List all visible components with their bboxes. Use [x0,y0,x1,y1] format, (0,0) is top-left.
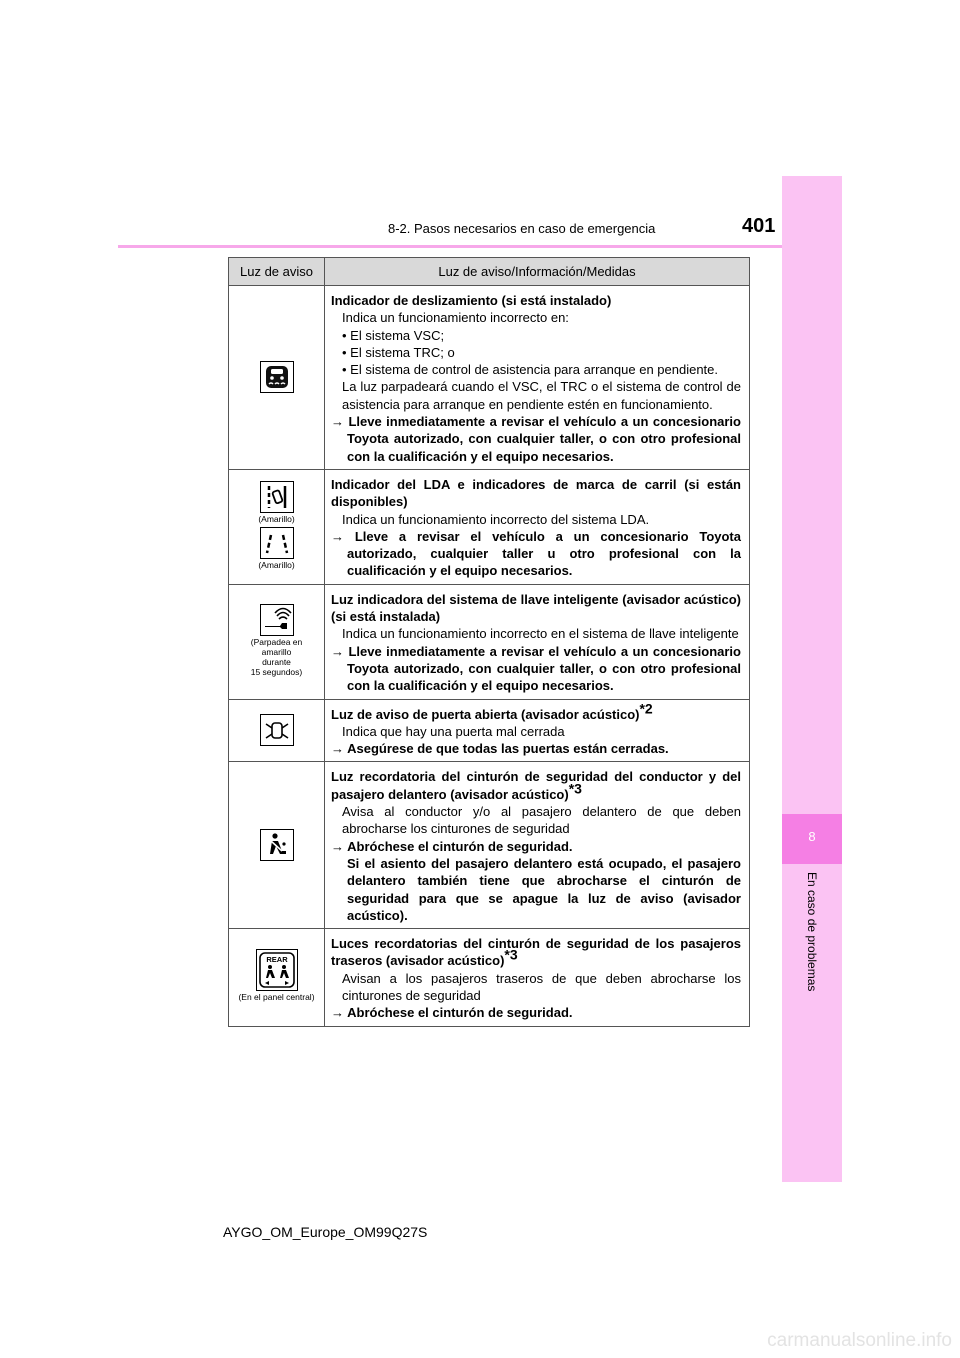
list-item: • El sistema TRC; o [342,344,455,360]
row-action: → Abróchese el cinturón de seguridad. [331,838,573,854]
footnote-mark: *3 [504,947,518,964]
icon-cell [229,469,325,584]
door-open-icon [260,714,294,746]
row-action-detail: Si el asiento del pasajero delantero está ocupado, el pasajero delantero también tiene que abrocharse el cinturón de seguridad para que se apague la luz de aviso (avisador acústico). [347,855,741,923]
row-title: Indicador del LDA e indicadores de marca de carril (si están disponibles) [331,476,741,510]
row-intro: Avisa al conductor y/o al pasajero delantero de que deben abrocharse los cinturones de seguridad [342,804,741,837]
table-header-row [229,258,750,286]
page-number: 401 [742,215,776,237]
row-action: → Lleve inmediatamente a revisar el vehículo a un concesionario Toyota autorizado, con cualquier taller, o con otro profesional con la cualificación y el equipo necesarios. [331,643,741,694]
list-item: • El sistema VSC; [342,327,445,343]
row-action: → Lleve a revisar el vehículo a un concesionario Toyota autorizado, cualquier taller u otro profesional con la cualificación y el equipo necesarios. [331,528,741,579]
description-cell [325,699,750,762]
row-intro: Indica que hay una puerta mal cerrada [342,723,565,739]
icon-cell [229,584,325,699]
column-header: Luz de aviso [229,258,325,286]
icon-caption: (Amarillo) [258,559,295,570]
row-title: Luz recordatoria del cinturón de seguridad del conductor y del pasajero delantero (avisador acústico)$^{*3}$ [331,769,741,802]
icon-cell [229,699,325,762]
list-item: • El sistema de control de asistencia para arranque en pendiente. [342,362,719,378]
column-header: Luz de aviso/Información/Medidas [325,258,750,286]
watermark: carmanualsonline.info [767,1330,952,1351]
description-cell [325,929,750,1026]
smart-key-icon [260,604,294,636]
footnote-mark: *3 [568,780,582,797]
description-cell [325,584,750,699]
rear-seatbelt-icon [256,949,298,991]
row-note: La luz parpadeará cuando el VSC, el TRC o el sistema de control de asistencia para arranque en pendiente estén en funcionamiento. [342,379,741,412]
warning-light-table [228,257,750,1027]
row-title: Indicador de deslizamiento (si está instalado) [331,293,612,308]
slip-indicator-icon [260,361,294,393]
icon-cell [229,286,325,470]
chapter-title: En caso de problemas [805,872,819,992]
table-row [229,469,750,584]
document-code: AYGO_OM_Europe_OM99Q27S [223,1224,428,1240]
lane-marker-icon [260,527,294,559]
table-row [229,584,750,699]
rear-label: REAR [265,955,288,965]
icon-cell [229,762,325,929]
row-intro: Indica un funcionamiento incorrecto en: [342,310,569,326]
row-intro: Indica un funcionamiento incorrecto en el sistema de llave inteligente [342,626,739,642]
chapter-number: 8 [808,829,816,844]
icon-caption: (Parpadea en amarillo durante 15 segundos) [250,636,303,677]
icon-caption: (En el panel central) [238,992,315,1003]
row-title: Luces recordatorias del cinturón de seguridad de los pasajeros traseros (avisador acústico)$^{*3}$ [331,936,741,969]
row-intro: Indica un funcionamiento incorrecto del sistema LDA. [342,511,650,527]
row-intro: Avisan a los pasajeros traseros de que deben abrocharse los cinturones de seguridad [342,970,741,1003]
row-action: → Lleve inmediatamente a revisar el vehículo a un concesionario Toyota autorizado, con cualquier taller, o con otro profesional con la cualificación y el equipo necesarios. [331,414,741,464]
side-tab-strip [782,176,842,1182]
lda-indicator-icon [260,481,294,513]
row-title: Luz indicadora del sistema de llave inteligente (avisador acústico) (si está instalada) [331,591,741,625]
icon-cell [229,929,325,1026]
description-cell [325,286,750,470]
section-title: 8-2. Pasos necesarios en caso de emergencia [388,221,656,236]
table-row [229,286,750,470]
table-row [229,699,750,762]
header-rule [118,245,782,248]
description-cell [325,762,750,929]
seatbelt-reminder-icon [260,829,294,861]
table-row [229,762,750,929]
row-action: → Asegúrese de que todas las puertas están cerradas. [331,741,669,757]
row-title: Luz de aviso de puerta abierta (avisador acústico)$^{*2}$ [331,700,653,722]
table-row [229,929,750,1026]
description-cell [325,469,750,584]
row-action: → Abróchese el cinturón de seguridad. [331,1005,573,1021]
icon-caption: (Amarillo) [258,513,295,524]
footnote-mark: *2 [639,700,653,717]
